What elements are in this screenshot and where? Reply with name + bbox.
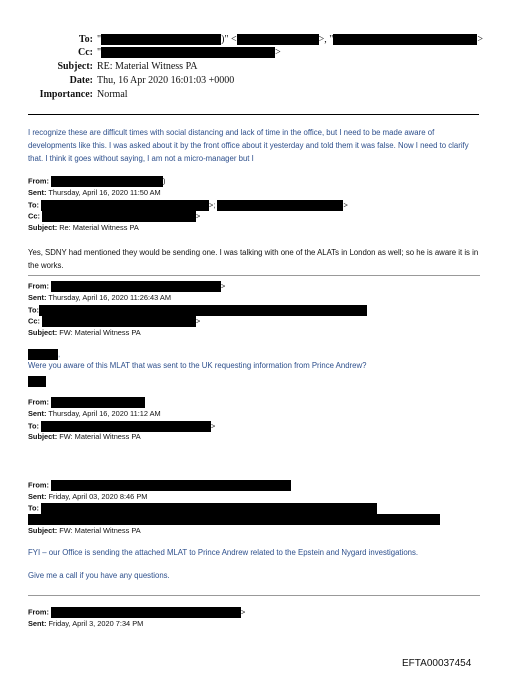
bates-number: EFTA00037454 bbox=[402, 658, 472, 669]
header-divider bbox=[28, 114, 479, 115]
redaction bbox=[237, 34, 319, 45]
document-page: To: " )" < >, " > Cc: " > Subject: RE: Material Witness PA Date: Thu, 16 Apr 2020 16:01:03 +0000 Importance: Normal I recognize these are difficult times with social distancing and lack of time in the office, but I need to be made aware of developments like this. I was asked about it by the front office about it yesterday and told them it was false. Now I need to clarify that. I think it goes without saying, I am not a micro-manager but I From: ) Sent: Thursday, April 16, 2020 11:50 AM To: >; > Cc: > Subject: Re: Material Witness PA Yes, SDNY had mentioned they would be sending one. I was talking with one of the ALATs in London as well; so he is aware it is in the works. From: > Sent: Thursday, April 16, 2020 11:26:43 AM To: Cc: > Subject: FW: Material Witness PA , Were you aware of this MLAT that was sent to the UK requesting information from Prince Andrew? From: Sent: Thursday, April 16, 2020 11:12 AM To: > Subject: FW: Material Witness PA From: Sent: Friday, April 03, 2020 8:46 PM To: Subject: FW: Material Witness PA FYI – our Office is sending the attached MLAT to Prince Andrew related to the Epstein and Nygard investigations. Give me a call if you have any questions. From: > Sent: Friday, April 3, 2020 7:34 PM EFTA00037454 bbox=[0, 0, 512, 678]
top-message-body: I recognize these are difficult times with social distancing and lack of time in the office, but I need to be made aware of developments like this. I was asked about it by the front office about it yesterday and told them it was false. Now I need to clarify that. I think it goes without saying, I am not a micro-manager but I bbox=[28, 128, 469, 163]
importance-value: Normal bbox=[97, 89, 128, 100]
redaction bbox=[51, 176, 163, 187]
header-subject-row: Subject: RE: Material Witness PA bbox=[57, 61, 198, 72]
header-to-row: To: " )" < >, " > bbox=[0, 34, 512, 46]
message-1-body: Yes, SDNY had mentioned they would be sending one. I was talking with one of the ALATs in London as well; so he is aware it is in the works. bbox=[28, 248, 479, 270]
redaction bbox=[42, 211, 196, 222]
redaction bbox=[51, 397, 145, 408]
message-2-body: Were you aware of this MLAT that was sent to the UK requesting information from Prince Andrew? bbox=[28, 361, 367, 370]
message-divider bbox=[28, 595, 480, 596]
message-2-sent: Thursday, April 16, 2020 11:26:43 AM bbox=[48, 293, 171, 302]
message-1-sent: Thursday, April 16, 2020 11:50 AM bbox=[48, 188, 161, 197]
cc-label: Cc: bbox=[78, 47, 93, 58]
subject-value: RE: Material Witness PA bbox=[97, 61, 198, 72]
header-importance-row: Importance: Normal bbox=[39, 89, 128, 100]
redaction bbox=[51, 607, 241, 618]
message-2-greeting: , bbox=[28, 349, 60, 360]
redaction bbox=[41, 503, 377, 514]
redaction bbox=[101, 34, 221, 45]
redaction bbox=[39, 305, 367, 316]
redaction bbox=[28, 349, 58, 360]
header-cc-row: Cc: " > bbox=[0, 47, 512, 59]
redaction bbox=[28, 376, 46, 387]
redaction bbox=[51, 281, 221, 292]
message-divider bbox=[28, 275, 480, 276]
header-date-row: Date: Thu, 16 Apr 2020 16:01:03 +0000 bbox=[69, 75, 235, 86]
message-3-sent: Thursday, April 16, 2020 11:12 AM bbox=[48, 409, 161, 418]
message-4-body: FYI – our Office is sending the attached MLAT to Prince Andrew related to the Epstein and Nygard investigations. bbox=[28, 548, 419, 557]
redaction bbox=[28, 514, 440, 525]
redaction bbox=[41, 200, 209, 211]
redaction bbox=[42, 316, 196, 327]
redaction bbox=[101, 47, 275, 58]
message-4-closing: Give me a call if you have any questions. bbox=[28, 571, 170, 580]
redaction bbox=[217, 200, 343, 211]
redaction bbox=[333, 34, 477, 45]
message-4-sent: Friday, April 03, 2020 8:46 PM bbox=[48, 492, 148, 501]
to-label: To: bbox=[78, 34, 93, 45]
to-value: " bbox=[97, 34, 102, 45]
redaction bbox=[51, 480, 291, 491]
date-value: Thu, 16 Apr 2020 16:01:03 +0000 bbox=[97, 75, 235, 86]
message-5-sent: Friday, April 3, 2020 7:34 PM bbox=[48, 619, 144, 628]
redaction bbox=[41, 421, 211, 432]
